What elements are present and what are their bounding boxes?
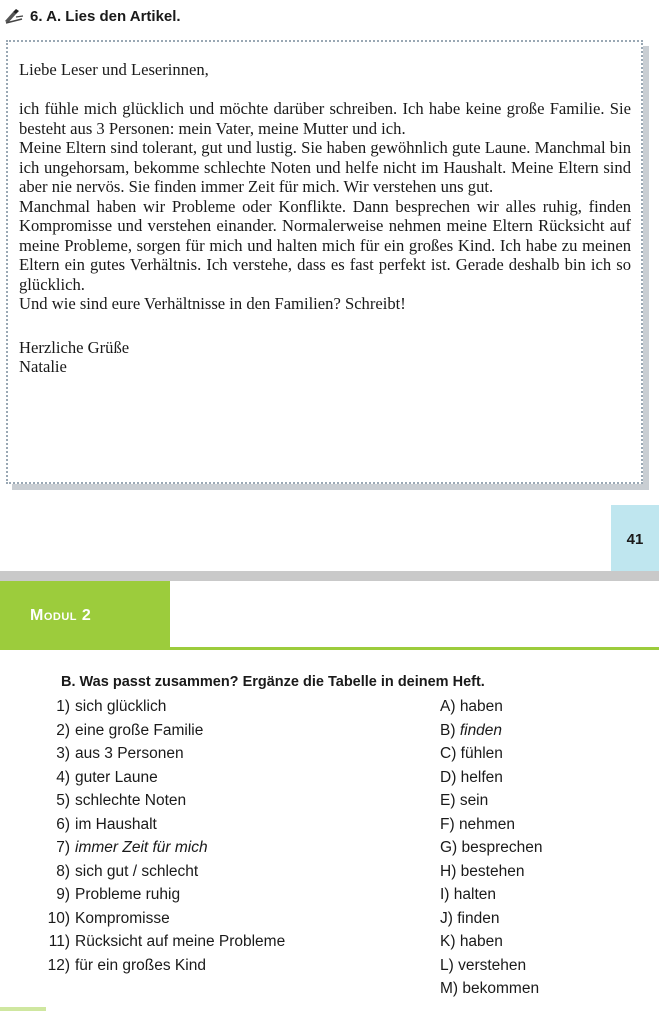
left-item-text: schlechte Noten xyxy=(75,792,187,809)
left-item xyxy=(0,722,203,740)
book-pen-icon xyxy=(4,8,24,24)
matching-list xyxy=(0,698,659,1004)
left-item xyxy=(0,910,170,928)
right-item-text: halten xyxy=(453,886,497,903)
left-item xyxy=(0,886,180,904)
table-row xyxy=(0,957,659,981)
right-item xyxy=(440,816,515,834)
right-item-text: haben xyxy=(459,933,503,950)
letter-text xyxy=(19,60,631,377)
right-item xyxy=(440,745,503,763)
right-item xyxy=(440,769,503,787)
right-item-letter: E) xyxy=(440,792,460,809)
right-item xyxy=(440,722,502,740)
left-item-number: 6) xyxy=(56,815,70,833)
right-item-letter: D) xyxy=(440,768,461,786)
table-row xyxy=(0,722,659,746)
right-item-text: verstehen xyxy=(458,956,527,974)
right-item-letter: I) xyxy=(440,886,454,903)
letter-closing: Herzliche Grüße xyxy=(19,337,130,357)
letter-signature: Natalie xyxy=(19,357,67,376)
left-item-text: sich glücklich xyxy=(75,698,167,715)
left-item-number: 3) xyxy=(56,745,70,762)
table-row xyxy=(0,863,659,887)
module-rule xyxy=(170,647,659,650)
left-item xyxy=(0,863,198,881)
right-item-text: fühlen xyxy=(460,745,503,762)
right-item-text: besprechen xyxy=(461,839,543,856)
left-item xyxy=(0,698,166,716)
module-label: Modul 2 xyxy=(30,606,92,624)
left-item-text: Kompromisse xyxy=(75,909,170,927)
right-item xyxy=(440,980,539,998)
letter-greeting: Liebe Leser und Leserinnen, xyxy=(19,60,209,79)
right-item xyxy=(440,863,524,881)
right-item-text: helfen xyxy=(460,768,503,786)
left-item-text: eine große Familie xyxy=(75,721,204,739)
task-a-heading xyxy=(4,5,181,27)
task-a-title: 6. A. Lies den Artikel. xyxy=(30,7,181,25)
right-item-letter: B) xyxy=(440,721,460,739)
table-row xyxy=(0,839,659,863)
right-item-letter: A) xyxy=(440,698,460,715)
right-item-text: sein xyxy=(459,792,489,809)
left-item-number: 4) xyxy=(56,768,70,786)
left-item-number: 8) xyxy=(56,862,70,880)
table-row xyxy=(0,933,659,957)
letter-shadow xyxy=(643,46,649,490)
left-item xyxy=(0,933,285,951)
right-item-letter: L) xyxy=(440,956,459,974)
left-item xyxy=(0,839,208,857)
table-row xyxy=(0,910,659,934)
table-row xyxy=(0,980,659,1004)
left-item-text: sich gut / schlecht xyxy=(75,862,199,880)
right-item-letter: G) xyxy=(440,839,462,856)
left-item-number: 11) xyxy=(48,933,70,950)
right-item-text: nehmen xyxy=(458,815,515,833)
left-item xyxy=(0,792,186,810)
left-item xyxy=(0,745,184,763)
right-item-letter: F) xyxy=(440,815,459,833)
table-row xyxy=(0,886,659,910)
left-item-text: aus 3 Personen xyxy=(75,745,184,762)
table-row xyxy=(0,792,659,816)
left-item-number: 2) xyxy=(56,721,70,739)
letter-paragraph-1: ich fühle mich glücklich und möchte darüber schreiben. Ich habe keine große Familie. Sie besteht aus 3 Personen: mein Vater, meine Mutter und ich. xyxy=(19,99,631,138)
task-b-title: B. Was passt zusammen? Ergänze die Tabelle in deinem Heft. xyxy=(61,674,485,690)
right-item xyxy=(440,698,503,716)
left-item xyxy=(0,957,206,975)
left-item-text: guter Laune xyxy=(75,768,158,786)
left-item-number: 7) xyxy=(56,839,70,856)
table-row xyxy=(0,816,659,840)
left-item xyxy=(0,816,157,834)
left-item-number: 5) xyxy=(56,792,70,809)
right-item-letter: M) xyxy=(440,980,463,997)
right-item-letter: K) xyxy=(440,933,460,950)
left-item-text: immer Zeit für mich xyxy=(75,839,208,856)
right-item-text: finden xyxy=(457,909,500,927)
right-item xyxy=(440,886,496,904)
table-row xyxy=(0,698,659,722)
right-item-text: finden xyxy=(459,721,503,739)
letter-paragraph-3: Manchmal haben wir Probleme oder Konflikte. Dann besprechen wir alles ruhig, finden Kompromisse und verstehen einander. Normalerweise nehmen meine Eltern Rücksicht auf meine Probleme, sorgen für mich und halten mich für ein großes Kind. Ich habe zu meinen Eltern ein gutes Verhältnis. Ich verstehe, dass es fast perfekt ist. Gerade deshalb bin ich so glücklich. xyxy=(19,196,631,294)
left-item-text: Probleme ruhig xyxy=(75,886,181,903)
right-item xyxy=(440,957,526,975)
right-item-text: haben xyxy=(459,698,503,715)
table-row xyxy=(0,745,659,769)
left-item xyxy=(0,769,158,787)
right-item xyxy=(440,839,543,857)
left-item-number: 12) xyxy=(47,956,70,974)
letter-shadow-bottom xyxy=(12,484,649,490)
table-row xyxy=(0,769,659,793)
left-item-number: 10) xyxy=(47,909,70,927)
right-item-letter: H) xyxy=(440,862,461,880)
module-tab xyxy=(0,581,170,650)
right-item-text: bekommen xyxy=(462,980,540,997)
left-item-text: für ein großes Kind xyxy=(75,956,206,974)
right-item-text: bestehen xyxy=(460,862,525,880)
right-item-letter: C) xyxy=(440,745,461,762)
left-item-number: 1) xyxy=(56,698,70,715)
page-number: 41 xyxy=(611,505,659,573)
right-item xyxy=(440,933,503,951)
right-item-letter: J) xyxy=(440,909,458,927)
left-item-text: im Haushalt xyxy=(75,815,157,833)
right-item xyxy=(440,910,499,928)
page-divider xyxy=(0,571,659,581)
right-item xyxy=(440,792,488,810)
letter-paragraph-4: Und wie sind eure Verhältnisse in den Familien? Schreibt! xyxy=(19,294,406,313)
left-item-text: Rücksicht auf meine Probleme xyxy=(75,933,286,950)
left-item-number: 9) xyxy=(56,886,70,903)
letter-paragraph-2: Meine Eltern sind tolerant, gut und lustig. Sie haben gewöhnlich gute Laune. Manchmal bin ich ungehorsam, bekomme schlechte Noten und helfe nicht im Haushalt. Meine Eltern sind aber nie nervös. Sie finden immer Zeit für mich. Wir verstehen uns gut. xyxy=(19,138,631,196)
bottom-accent xyxy=(0,1007,46,1011)
